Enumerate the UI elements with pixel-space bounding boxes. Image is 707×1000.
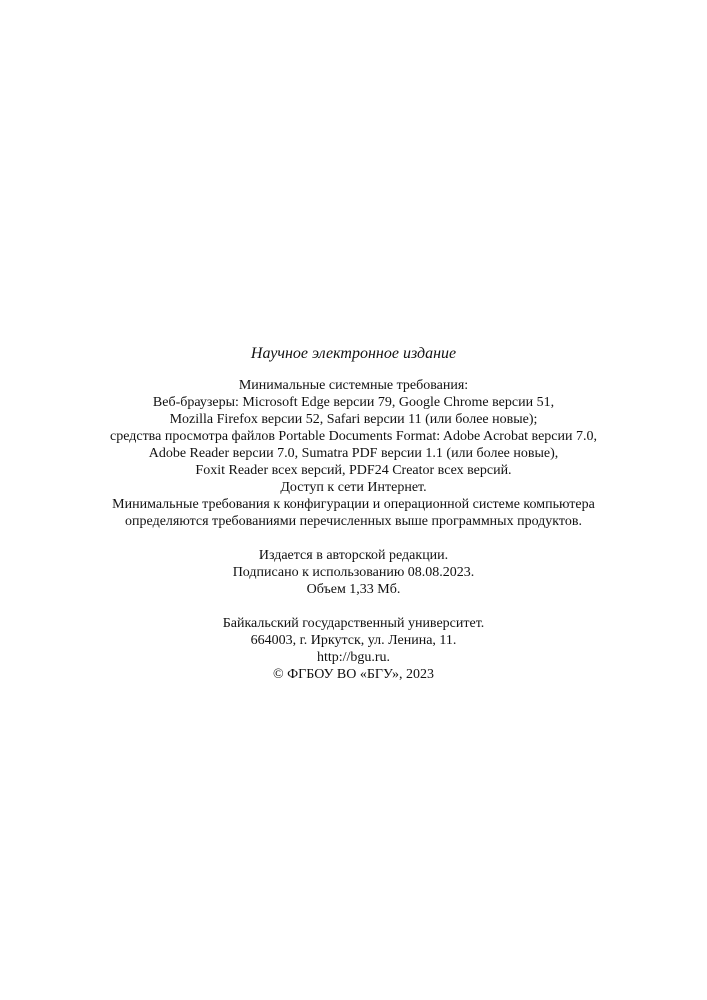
requirements-line: Foxit Reader всех версий, PDF24 Creator всех версий.: [195, 463, 512, 478]
copyright-line: © ФГБОУ ВО «БГУ», 2023: [272, 667, 435, 682]
edition-type-title: Научное электронное издание: [250, 345, 457, 362]
publisher-line: 664003, г. Иркутск, ул. Ленина, 11.: [250, 633, 457, 648]
publication-line: Объем 1,33 Мб.: [306, 582, 401, 597]
requirements-line: Adobe Reader версии 7.0, Sumatra PDF версии 1.1 (или более новые),: [148, 446, 559, 461]
requirements-line: Доступ к сети Интернет.: [280, 480, 427, 495]
publisher-url: http://bgu.ru.: [316, 650, 391, 665]
requirements-line: средства просмотра файлов Portable Documents Format: Adobe Acrobat версии 7.0,: [109, 429, 597, 444]
requirements-line: Минимальные требования к конфигурации и операционной системе компьютера: [112, 497, 595, 512]
publication-line: Издается в авторской редакции.: [258, 548, 449, 563]
publication-line: Подписано к использованию 08.08.2023.: [232, 565, 475, 580]
system-requirements: [0, 377, 707, 530]
requirements-line: Mozilla Firefox версии 52, Safari версии 11 (или более новые);: [169, 412, 538, 427]
publisher-line: Байкальский государственный университет.: [222, 616, 485, 631]
requirements-line: Веб-браузеры: Microsoft Edge версии 79, Google Chrome версии 51,: [152, 395, 555, 410]
publisher-info: [0, 615, 707, 683]
requirements-line: определяются требованиями перечисленных выше программных продуктов.: [125, 514, 582, 529]
imprint-page: [0, 343, 707, 683]
requirements-line: Минимальные системные требования:: [238, 378, 469, 393]
publication-info: [0, 547, 707, 598]
